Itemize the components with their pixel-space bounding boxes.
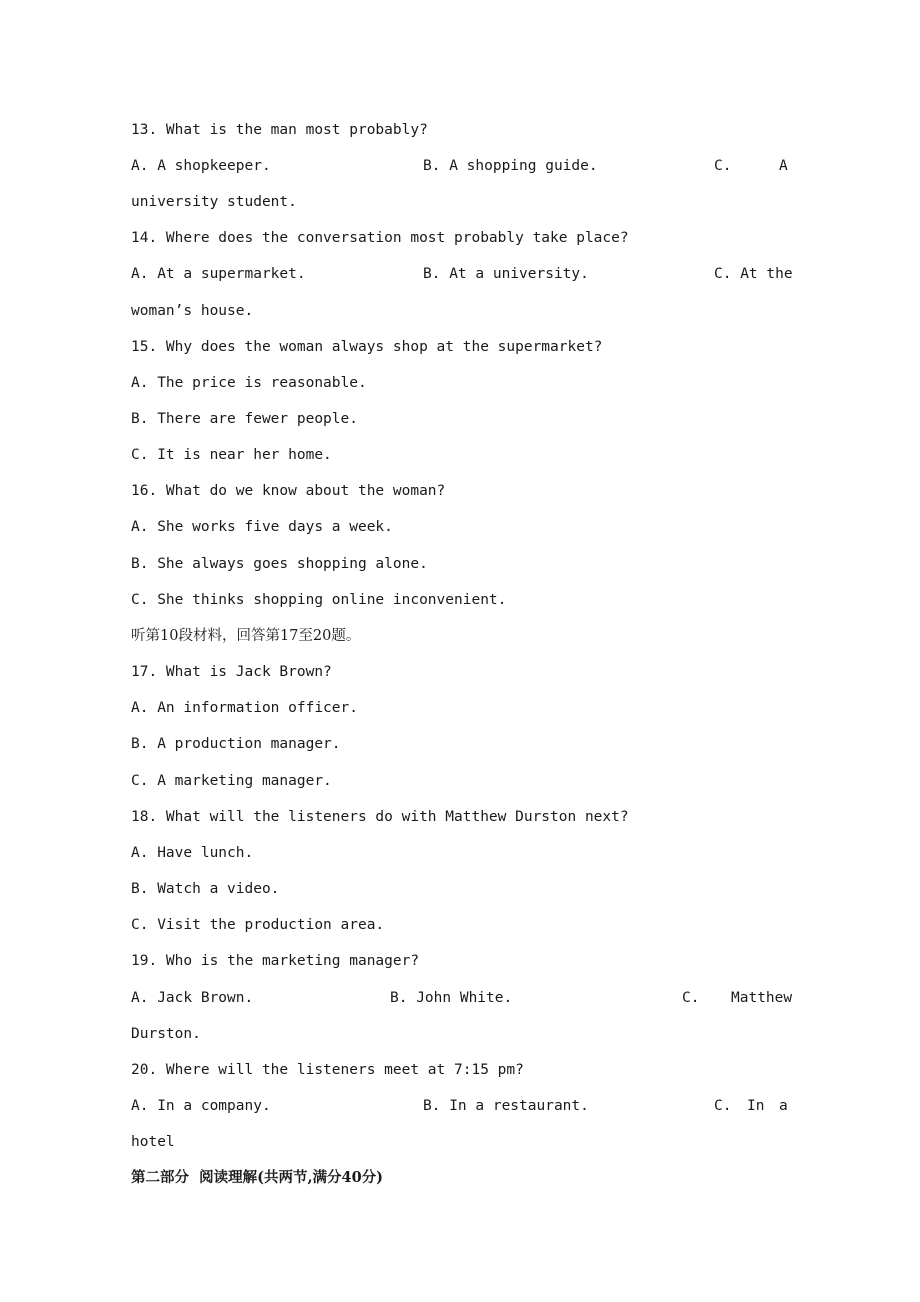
- q14-stem: 14. Where does the conversation most probably take place?: [131, 230, 629, 246]
- q16-option-a: A. She works five days a week.: [131, 519, 393, 535]
- q13-option-c-continued: university student.: [131, 194, 297, 210]
- q18-option-a: A. Have lunch.: [131, 845, 254, 861]
- q13-option-a: A. A shopkeeper.: [131, 158, 271, 174]
- q16-option-c: C. She thinks shopping online inconvenient.: [131, 592, 507, 608]
- q14-option-b: B. At a university.: [423, 266, 589, 282]
- q19-option-b: B. John White.: [390, 990, 513, 1006]
- q13-option-c-label: C.: [714, 158, 732, 174]
- q19-option-c-continued: Durston.: [131, 1026, 201, 1042]
- section-10-instruction: 听第10段材料，回答第17至20题。: [131, 628, 361, 644]
- q15-option-c: C. It is near her home.: [131, 447, 332, 463]
- q14-option-a: A. At a supermarket.: [131, 266, 306, 282]
- q20-option-a: A. In a company.: [131, 1098, 271, 1114]
- q20-option-c-word-2: a: [779, 1098, 788, 1114]
- q13-option-b: B. A shopping guide.: [423, 158, 598, 174]
- q13-stem: 13. What is the man most probably?: [131, 122, 428, 138]
- q17-stem: 17. What is Jack Brown?: [131, 664, 332, 680]
- q17-option-c: C. A marketing manager.: [131, 773, 332, 789]
- q14-option-c: C. At the: [714, 266, 793, 282]
- q14-option-c-continued: woman’s house.: [131, 303, 254, 319]
- q20-option-c-continued: hotel: [131, 1134, 175, 1150]
- q19-stem: 19. Who is the marketing manager?: [131, 953, 420, 969]
- q20-option-b: B. In a restaurant.: [423, 1098, 589, 1114]
- q16-option-b: B. She always goes shopping alone.: [131, 556, 428, 572]
- q16-stem: 16. What do we know about the woman?: [131, 483, 446, 499]
- q15-option-b: B. There are fewer people.: [131, 411, 358, 427]
- q15-stem: 15. Why does the woman always shop at the supermarket?: [131, 339, 603, 355]
- q19-option-c-label: C.: [682, 990, 700, 1006]
- q13-option-c-word: A: [779, 158, 788, 174]
- q18-option-c: C. Visit the production area.: [131, 917, 385, 933]
- q20-option-c-label: C.: [714, 1098, 732, 1114]
- q20-stem: 20. Where will the listeners meet at 7:15 pm?: [131, 1062, 524, 1078]
- q20-option-c-word-1: In: [747, 1098, 765, 1114]
- q15-option-a: A. The price is reasonable.: [131, 375, 367, 391]
- q17-option-a: A. An information officer.: [131, 700, 358, 716]
- q19-option-a: A. Jack Brown.: [131, 990, 254, 1006]
- q18-option-b: B. Watch a video.: [131, 881, 280, 897]
- q17-option-b: B. A production manager.: [131, 736, 341, 752]
- q19-option-c-word: Matthew: [731, 990, 793, 1006]
- q18-stem: 18. What will the listeners do with Matthew Durston next?: [131, 809, 629, 825]
- part-2-heading: 第二部分 阅读理解(共两节,满分40分): [131, 1169, 384, 1186]
